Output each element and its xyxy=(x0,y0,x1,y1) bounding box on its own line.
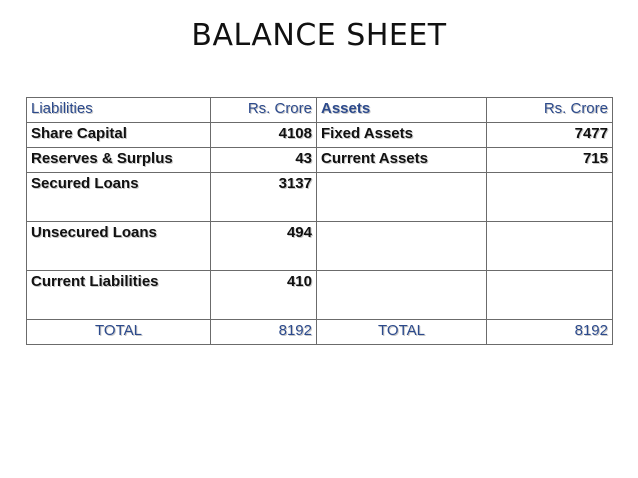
liabilities-total-label: TOTAL xyxy=(27,320,211,345)
liability-value: 4108 xyxy=(211,123,317,148)
assets-total-label: TOTAL xyxy=(317,320,487,345)
liability-label: Secured Loans xyxy=(27,173,211,222)
asset-label xyxy=(317,271,487,320)
table-header-row xyxy=(27,98,613,123)
table-row xyxy=(27,222,613,271)
total-row xyxy=(27,320,613,345)
asset-label: Fixed Assets xyxy=(317,123,487,148)
header-liabilities: Liabilities xyxy=(27,98,211,123)
assets-total-value: 8192 xyxy=(487,320,613,345)
header-liabilities-unit: Rs. Crore xyxy=(211,98,317,123)
liability-label: Unsecured Loans xyxy=(27,222,211,271)
page-title: BALANCE SHEET xyxy=(191,18,447,53)
asset-value: 715 xyxy=(487,148,613,173)
liabilities-total-value: 8192 xyxy=(211,320,317,345)
asset-label xyxy=(317,173,487,222)
table-row xyxy=(27,123,613,148)
header-assets-unit: Rs. Crore xyxy=(487,98,613,123)
asset-value xyxy=(487,271,613,320)
header-assets: Assets xyxy=(317,98,487,123)
liability-value: 410 xyxy=(211,271,317,320)
liability-label: Current Liabilities xyxy=(27,271,211,320)
table-row xyxy=(27,148,613,173)
asset-value xyxy=(487,222,613,271)
asset-label: Current Assets xyxy=(317,148,487,173)
table-row xyxy=(27,173,613,222)
liability-label: Reserves & Surplus xyxy=(27,148,211,173)
liability-value: 494 xyxy=(211,222,317,271)
asset-value: 7477 xyxy=(487,123,613,148)
table-row xyxy=(27,271,613,320)
asset-label xyxy=(317,222,487,271)
liability-value: 3137 xyxy=(211,173,317,222)
balance-sheet-table xyxy=(26,97,613,345)
liability-label: Share Capital xyxy=(27,123,211,148)
asset-value xyxy=(487,173,613,222)
liability-value: 43 xyxy=(211,148,317,173)
